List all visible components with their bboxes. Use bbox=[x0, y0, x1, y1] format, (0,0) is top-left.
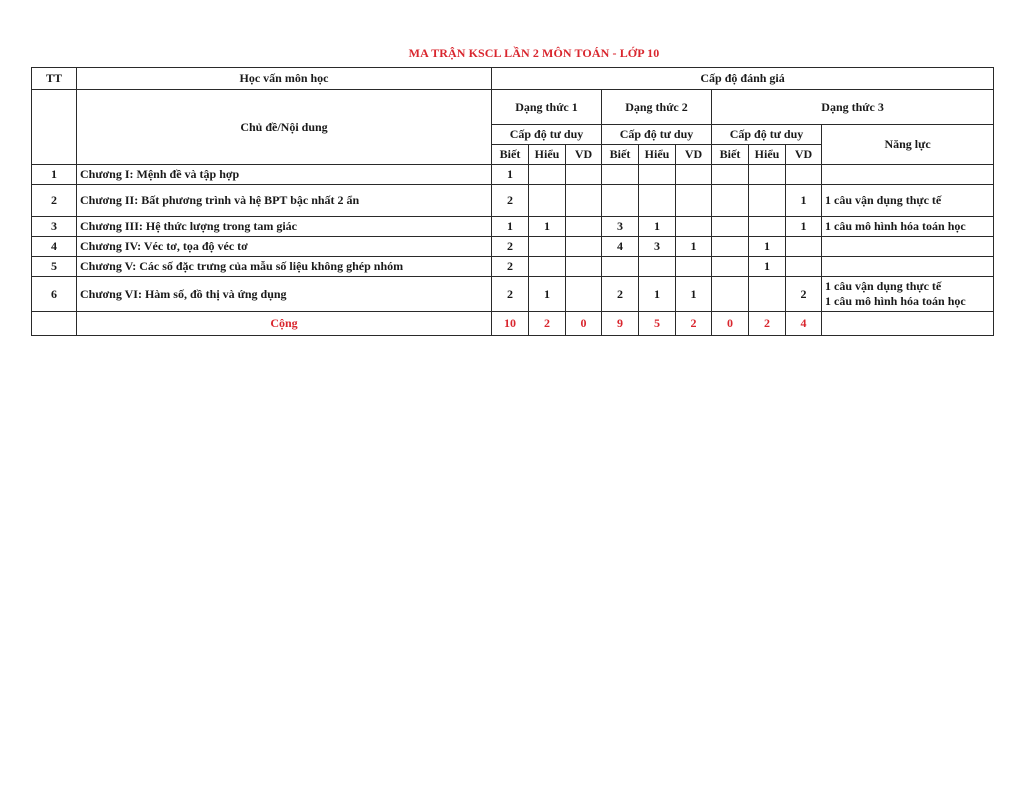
header-cap-do-danh-gia: Cấp độ đánh giá bbox=[492, 68, 994, 90]
cell-nang-luc: 1 câu mô hình hóa toán học bbox=[822, 217, 994, 237]
total-nang-luc-empty bbox=[822, 312, 994, 336]
header-dang-thuc-3: Dạng thức 3 bbox=[712, 90, 994, 125]
cell-value: 1 bbox=[786, 217, 822, 237]
table-row bbox=[32, 237, 994, 257]
header-vd-1: VD bbox=[566, 145, 602, 165]
cell-value: 1 bbox=[749, 237, 786, 257]
total-tt-empty bbox=[32, 312, 77, 336]
cell-value: 1 bbox=[529, 277, 566, 312]
cell-value bbox=[676, 217, 712, 237]
header-hieu-2: Hiểu bbox=[639, 145, 676, 165]
row-tt: 6 bbox=[32, 277, 77, 312]
total-value: 4 bbox=[786, 312, 822, 336]
row-topic: Chương I: Mệnh đề và tập hợp bbox=[77, 165, 492, 185]
row-tt: 4 bbox=[32, 237, 77, 257]
cell-value bbox=[639, 257, 676, 277]
row-topic: Chương III: Hệ thức lượng trong tam giác bbox=[77, 217, 492, 237]
cell-value bbox=[676, 185, 712, 217]
row-topic: Chương IV: Véc tơ, tọa độ véc tơ bbox=[77, 237, 492, 257]
header-biet-3: Biết bbox=[712, 145, 749, 165]
total-value: 0 bbox=[566, 312, 602, 336]
total-value: 2 bbox=[529, 312, 566, 336]
cell-value bbox=[712, 257, 749, 277]
row-topic: Chương V: Các số đặc trưng của mẫu số liệu không ghép nhóm bbox=[77, 257, 492, 277]
header-chu-de: Chủ đề/Nội dung bbox=[77, 90, 492, 165]
total-label: Cộng bbox=[77, 312, 492, 336]
table-row bbox=[32, 277, 994, 312]
cell-value bbox=[712, 165, 749, 185]
header-nang-luc: Năng lực bbox=[822, 125, 994, 165]
cell-value bbox=[566, 217, 602, 237]
assessment-matrix-table bbox=[31, 67, 994, 336]
cell-value: 1 bbox=[529, 217, 566, 237]
cell-value bbox=[602, 257, 639, 277]
header-tt: TT bbox=[32, 68, 77, 90]
cell-value: 2 bbox=[492, 237, 529, 257]
table-row bbox=[32, 165, 994, 185]
cell-value bbox=[566, 237, 602, 257]
cell-value: 2 bbox=[492, 277, 529, 312]
cell-value: 3 bbox=[639, 237, 676, 257]
cell-value bbox=[529, 237, 566, 257]
total-value: 0 bbox=[712, 312, 749, 336]
row-tt: 1 bbox=[32, 165, 77, 185]
table-row bbox=[32, 185, 994, 217]
cell-value bbox=[529, 257, 566, 277]
cell-value bbox=[712, 277, 749, 312]
row-tt: 5 bbox=[32, 257, 77, 277]
cell-value: 1 bbox=[676, 237, 712, 257]
total-row bbox=[32, 312, 994, 336]
cell-value bbox=[639, 165, 676, 185]
header-hieu-1: Hiểu bbox=[529, 145, 566, 165]
row-tt: 3 bbox=[32, 217, 77, 237]
header-hoc-van: Học vấn môn học bbox=[77, 68, 492, 90]
cell-value: 1 bbox=[492, 165, 529, 185]
cell-value: 1 bbox=[639, 277, 676, 312]
header-cap-do-tu-duy-3: Cấp độ tư duy bbox=[712, 125, 822, 145]
cell-value bbox=[566, 165, 602, 185]
cell-value bbox=[529, 185, 566, 217]
cell-value bbox=[712, 185, 749, 217]
cell-value bbox=[566, 257, 602, 277]
cell-value bbox=[786, 237, 822, 257]
cell-value: 1 bbox=[676, 277, 712, 312]
cell-value bbox=[566, 277, 602, 312]
cell-nang-luc bbox=[822, 257, 994, 277]
cell-value bbox=[676, 257, 712, 277]
table-row bbox=[32, 257, 994, 277]
cell-value bbox=[712, 237, 749, 257]
header-vd-2: VD bbox=[676, 145, 712, 165]
cell-value bbox=[749, 277, 786, 312]
cell-value: 1 bbox=[749, 257, 786, 277]
cell-value bbox=[749, 185, 786, 217]
cell-value bbox=[712, 217, 749, 237]
cell-value: 2 bbox=[786, 277, 822, 312]
cell-value bbox=[676, 165, 712, 185]
cell-value bbox=[749, 217, 786, 237]
header-cap-do-tu-duy-2: Cấp độ tư duy bbox=[602, 125, 712, 145]
header-row-2 bbox=[32, 90, 994, 125]
row-tt: 2 bbox=[32, 185, 77, 217]
header-tt-empty bbox=[32, 90, 77, 165]
cell-value bbox=[786, 257, 822, 277]
cell-nang-luc bbox=[822, 165, 994, 185]
total-value: 2 bbox=[676, 312, 712, 336]
header-row-1 bbox=[32, 68, 994, 90]
row-topic: Chương VI: Hàm số, đồ thị và ứng dụng bbox=[77, 277, 492, 312]
cell-value: 1 bbox=[639, 217, 676, 237]
cell-nang-luc: 1 câu vận dụng thực tế 1 câu mô hình hóa toán học bbox=[822, 277, 994, 312]
cell-value: 2 bbox=[602, 277, 639, 312]
header-biet-2: Biết bbox=[602, 145, 639, 165]
cell-nang-luc bbox=[822, 237, 994, 257]
cell-value bbox=[529, 165, 566, 185]
cell-value bbox=[602, 185, 639, 217]
cell-value: 1 bbox=[492, 217, 529, 237]
header-vd-3: VD bbox=[786, 145, 822, 165]
total-value: 10 bbox=[492, 312, 529, 336]
header-hieu-3: Hiểu bbox=[749, 145, 786, 165]
page-title: MA TRẬN KSCL LẦN 2 MÔN TOÁN - LỚP 10 bbox=[408, 46, 660, 60]
cell-value: 4 bbox=[602, 237, 639, 257]
header-dang-thuc-2: Dạng thức 2 bbox=[602, 90, 712, 125]
table-row bbox=[32, 217, 994, 237]
cell-value bbox=[786, 165, 822, 185]
cell-value: 2 bbox=[492, 257, 529, 277]
cell-value bbox=[602, 165, 639, 185]
total-value: 2 bbox=[749, 312, 786, 336]
cell-value bbox=[566, 185, 602, 217]
header-biet-1: Biết bbox=[492, 145, 529, 165]
total-value: 9 bbox=[602, 312, 639, 336]
cell-value: 2 bbox=[492, 185, 529, 217]
header-cap-do-tu-duy-1: Cấp độ tư duy bbox=[492, 125, 602, 145]
cell-value bbox=[749, 165, 786, 185]
total-value: 5 bbox=[639, 312, 676, 336]
row-topic: Chương II: Bất phương trình và hệ BPT bậc nhất 2 ẩn bbox=[77, 185, 492, 217]
cell-value: 1 bbox=[786, 185, 822, 217]
cell-value bbox=[639, 185, 676, 217]
header-dang-thuc-1: Dạng thức 1 bbox=[492, 90, 602, 125]
cell-nang-luc: 1 câu vận dụng thực tế bbox=[822, 185, 994, 217]
cell-value: 3 bbox=[602, 217, 639, 237]
